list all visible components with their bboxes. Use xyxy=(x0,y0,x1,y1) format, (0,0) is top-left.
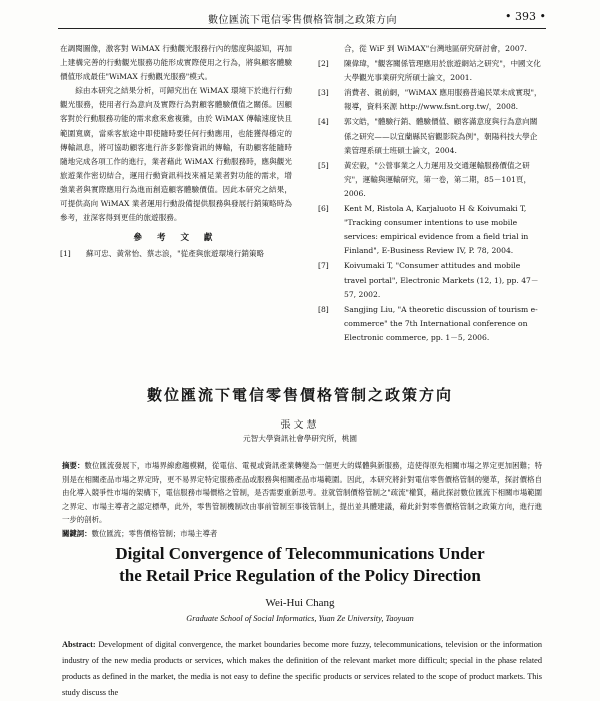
page-number: • 393 • xyxy=(505,10,546,23)
abstract-en-label: Abstract: xyxy=(62,640,96,649)
reference-item xyxy=(318,115,542,157)
reference-text: 陳偉瑋，"觀客關係管理應用於旅遊網站之研究"，中國文化大學觀光事業研究所碩士論文，2001. xyxy=(344,59,541,83)
reference-text: 郭文皓，"體驗行銷、體驗價值、顧客滿意度與行為意向關係之研究——以宜蘭縣民宿觀影院為例"，朝陽科技大學企業管理系碩士班碩士論文，2004. xyxy=(344,117,538,155)
reference-item xyxy=(318,259,542,301)
reference-text: 合，從 WiF 到 WiMAX"台灣地區研究研討會，2007. xyxy=(344,44,527,53)
affiliation-en: Graduate School of Social Informatics, Yuan Ze University, Taoyuan xyxy=(186,614,414,623)
reference-number: [2] xyxy=(318,59,329,69)
reference-item xyxy=(318,86,542,114)
author-en: Wei-Hui Chang xyxy=(265,597,335,609)
reference-text: 蘇可忠、黃常怡、蔡志浪，"從產與旅遊環境行銷策略 xyxy=(86,249,265,259)
reference-text: Kent M, Ristola A, Karjaluoto H & Koivumaki T, "Tracking consumer intentions to use mobile services: empirical evidence from a field trial in Finland", E-Business Review IV, P. 78, 2004. xyxy=(344,204,529,256)
left-column xyxy=(60,42,292,261)
reference-text: 消費者、親前網，"WiMAX 應用服務普遍民眾未成實現"，報導，資料來源 http://www.fsnt.org.tw/，2008. xyxy=(344,88,542,112)
running-title: 數位匯流下電信零售價格管制之政策方向 xyxy=(208,15,397,26)
right-column xyxy=(318,42,542,346)
reference-item xyxy=(318,42,542,56)
abstract-zh-text: 數位匯流發展下，市場界線愈趨模糊，從電信、電視或資訊產業轉變為一個更大的媒體與新服務，這使得原先相關市場之界定更加困難；特別是在相關產品市場之界定時，更不易界定特定服務產品或服務與相關產品市場範圍。因此，本研究將針對電信零售價格管制的變革，探討價格自由化導入競爭性市場的架構下，電信服務市場價格之管制，是否需要重新思考。並就管制價格管制之"疏流"權質，藉此探討數位匯流下相關市場範圍之界定、市場主導者之認定標準，此外，零售管制機制改由事前管制至事後管制上，提出並具體建議，藉此針對零售價格管制之政策方向，進行進一步的剖析。 xyxy=(62,461,542,525)
page-header xyxy=(58,8,546,29)
article-title-en xyxy=(0,543,600,587)
reference-text: 黃宏毅，"公營事業之人力運用及交通運輸服務價值之研究"，運輸與運輸研究，第一卷，第二期，85－101頁，2006. xyxy=(344,160,532,198)
references-heading: 參 考 文 獻 xyxy=(133,233,219,244)
reference-number: [5] xyxy=(318,160,329,170)
author-zh: 張文慧 xyxy=(280,420,320,431)
reference-number: [8] xyxy=(318,304,329,314)
reference-number: [4] xyxy=(318,117,329,127)
keywords-zh-label: 關鍵詞： xyxy=(62,528,92,538)
abstract-en-text: Development of digital convergence, the market boundaries become more fuzzy, telecommunications, television or the information industry of the new media products or services, which makes the definition of the relevant market more difficult; special in the phase related products as defined in the market, the media is not easy to define the specific products or services related to the scope of product markets. This study discuss the xyxy=(62,640,542,697)
keywords-zh-text: 數位匯流；零售價格管制；市場主導者 xyxy=(91,528,218,538)
reference-number: [1] xyxy=(60,249,71,259)
reference-text: Sangjing Liu, "A theoretic discussion of tourism e-commerce" the 7th International conference on Electronic commerce, pp. 1－5, 2006. xyxy=(344,304,538,342)
title-en-line-1: Digital Convergence of Telecommunications Under xyxy=(115,544,485,563)
reference-item xyxy=(318,303,542,345)
left-paragraph-1: 在調閱圖像，激客對 WiMAX 行動觀光服務行內的態度與認知，再加上建構完善的行動觀光服務功能形成實際使用之行為，將與顧客體驗價值形成最佳"WiMAX 行動觀光服務"模式。 xyxy=(60,44,292,82)
abstract-en xyxy=(62,637,542,701)
reference-item xyxy=(318,159,542,201)
reference-item xyxy=(318,202,542,258)
reference-number: [3] xyxy=(318,88,329,98)
reference-item xyxy=(60,247,292,261)
title-en-line-2: the Retail Price Regulation of the Policy Direction xyxy=(119,566,481,585)
reference-number xyxy=(318,42,340,56)
reference-item xyxy=(318,57,542,85)
reference-number: [6] xyxy=(318,204,329,214)
reference-number: [7] xyxy=(318,261,329,271)
reference-text: Koivumaki T, "Consumer attitudes and mobile travel portal", Electronic Markets (12, 1), pp. 47－57, 2002. xyxy=(344,261,539,299)
abstract-zh-label: 摘要： xyxy=(62,461,85,470)
article-title-zh: 數位匯流下電信零售價格管制之政策方向 xyxy=(146,386,453,404)
abstract-zh xyxy=(62,459,542,541)
affiliation-zh: 元智大學資訊社會學研究所，桃園 xyxy=(243,434,357,443)
left-paragraph-2: 綜由本研究之結果分析，可歸究出在 WiMAX 環境下於進行行動觀光服務，使用者行為意向及實際行為對顧客體驗價值之關係。因顧客對於行動服務功能的需求愈來愈複雜，由於 WiMAX 傳輸速度快且範圍寬廣，當乘客旅途中即使隨時要任何行動應用，也能獲得穩定的傳輸訊息，將可協助顧客進行許多影像資訊的傳輸，有助顧客能隨時隨地完成各項工作的進行，業者藉此 WiMAX 行動服務時，應與觀光旅遊業作密切結合，運用行動資訊科技來補足業者對功能的需求，增強業者與實際應用行為進而創造顧客體驗價值。因此本研究之結果，可提供高向 WiMAX 業者運用行動設備提供服務與發展行銷策略時為參考，並深客得到更佳的旅遊服務。 xyxy=(60,86,292,223)
